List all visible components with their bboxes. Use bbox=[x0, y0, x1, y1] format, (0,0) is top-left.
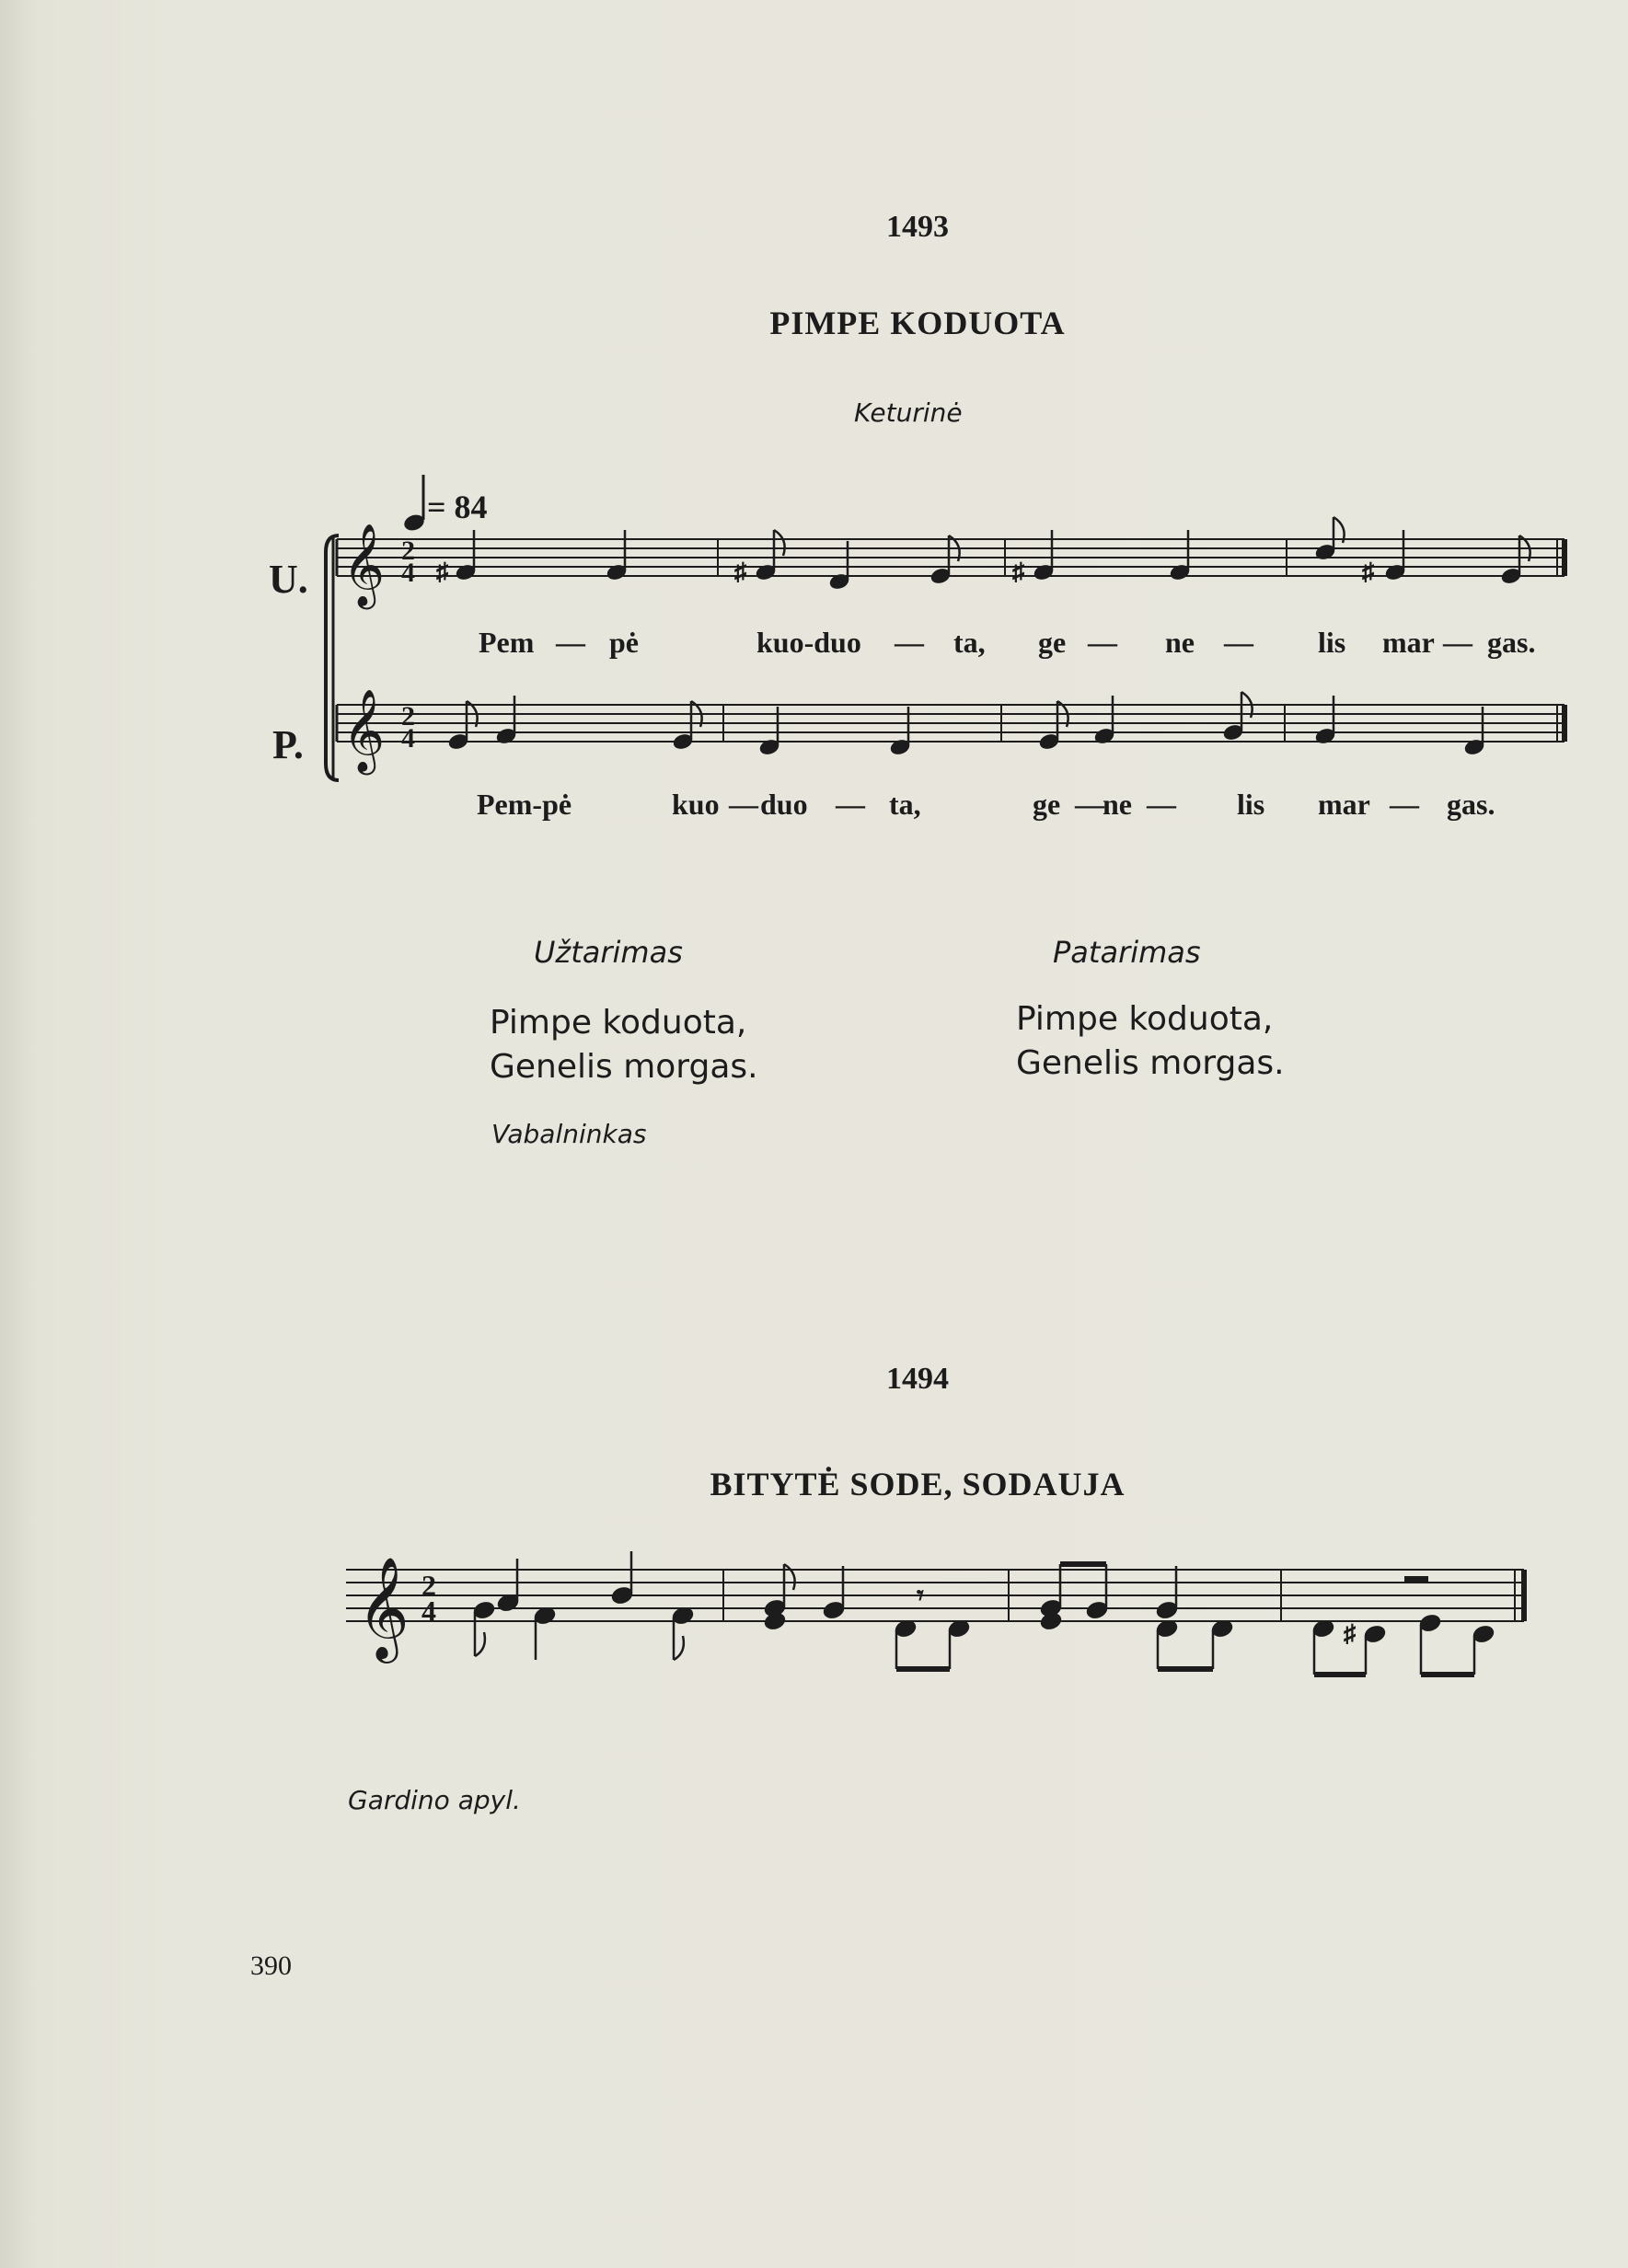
staff-single bbox=[346, 1570, 1524, 1621]
time-sig-top: 2 bbox=[401, 535, 415, 566]
song-subtitle: Keturinė bbox=[854, 397, 963, 428]
verse-line: Genelis morgas. bbox=[490, 1048, 758, 1086]
time-sig-top: 2 bbox=[401, 701, 415, 731]
voice-label-lower: P. bbox=[272, 722, 304, 767]
verse-line: Genelis morgas. bbox=[1016, 1044, 1285, 1082]
treble-clef-icon: 𝄞 bbox=[342, 524, 386, 604]
svg-text:♯: ♯ bbox=[436, 558, 448, 585]
song-number: 1494 bbox=[886, 1362, 949, 1396]
verse-line: Pimpe koduota, bbox=[1016, 1000, 1274, 1038]
notes-upper bbox=[436, 517, 1530, 591]
svg-text:𝄾: 𝄾 bbox=[917, 1581, 924, 1611]
staff-lower bbox=[337, 705, 1564, 742]
svg-text:♯: ♯ bbox=[1362, 558, 1374, 585]
staff-upper bbox=[337, 539, 1564, 576]
treble-clef-icon: 𝄞 bbox=[357, 1559, 410, 1657]
verse-2-lines bbox=[1016, 997, 1285, 1086]
verse-1-lines bbox=[490, 1001, 758, 1089]
time-sig-top: 2 bbox=[421, 1569, 436, 1602]
score-1494 bbox=[337, 1537, 1552, 1721]
verse-line: Pimpe koduota, bbox=[490, 1004, 747, 1042]
page-number: 390 bbox=[250, 1951, 292, 1981]
song-title: PIMPE KODUOTA bbox=[769, 305, 1066, 341]
svg-text:♯: ♯ bbox=[734, 558, 746, 585]
treble-clef-icon: 𝄞 bbox=[342, 690, 386, 770]
verse-2 bbox=[1053, 935, 1201, 970]
voice-label-upper: U. bbox=[269, 557, 308, 602]
verse-heading: Patarimas bbox=[1053, 935, 1201, 970]
time-sig-bottom: 4 bbox=[421, 1595, 436, 1628]
song-place: Vabalninkas bbox=[491, 1119, 647, 1149]
svg-text:♯: ♯ bbox=[1344, 1620, 1356, 1647]
verse-heading: Užtarimas bbox=[534, 935, 683, 970]
score-1493 bbox=[313, 515, 1583, 810]
song-title: BITYTĖ SODE, SODAUJA bbox=[710, 1466, 1126, 1502]
tempo-marking: = 84 bbox=[401, 469, 539, 534]
time-sig-bottom: 4 bbox=[401, 723, 415, 754]
svg-text:♯: ♯ bbox=[1012, 558, 1024, 585]
verse-1 bbox=[534, 935, 683, 970]
song-place: Gardino apyl. bbox=[348, 1785, 521, 1815]
song-number: 1493 bbox=[886, 210, 949, 244]
time-sig-bottom: 4 bbox=[401, 558, 415, 588]
